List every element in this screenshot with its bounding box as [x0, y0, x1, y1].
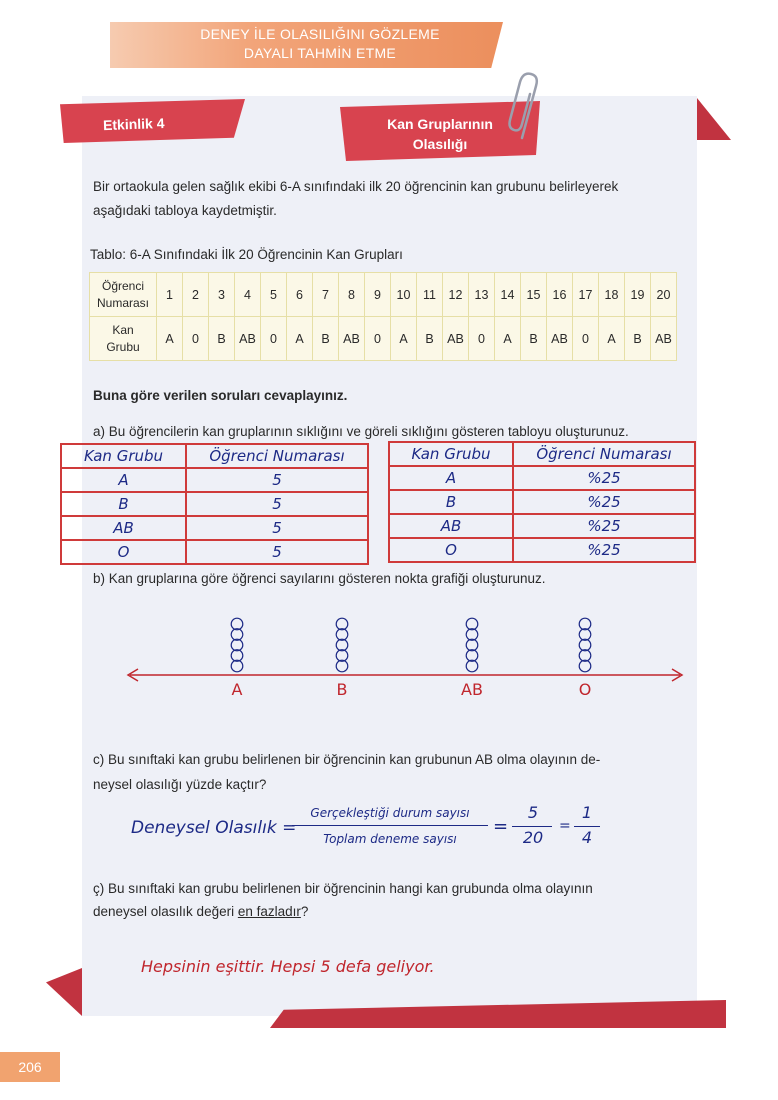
blood-group-cell: A	[495, 317, 521, 361]
dot-ab	[466, 650, 478, 662]
blood-group-cell: AB	[651, 317, 677, 361]
blood-group-cell: 0	[365, 317, 391, 361]
blood-group-cell: AB	[339, 317, 365, 361]
activity-title	[350, 114, 530, 154]
answer-c-denominator: Toplam deneme sayısı	[323, 832, 457, 846]
fraction2-denominator: 4	[581, 828, 593, 847]
row-header-blood-group	[90, 317, 157, 361]
blood-group-cell: B	[209, 317, 235, 361]
answer-cc: Hepsinin eşittir. Hepsi 5 defa geliyor.	[141, 957, 435, 976]
blood-group-cell: AB	[389, 514, 513, 538]
frequency-table	[60, 443, 369, 565]
dot-b	[336, 618, 348, 630]
question-a: a) Bu öğrencilerin kan gruplarının sıklığını ve göreli sıklığını gösteren tabloyu oluşturunuz.	[93, 424, 629, 439]
header-cell: Kan Grubu	[61, 444, 186, 468]
blood-group-cell: B	[61, 492, 186, 516]
dot-ab	[466, 629, 478, 641]
value-cell: 5	[186, 540, 368, 564]
intro-line2: aşağıdaki tabloya kaydetmiştir.	[93, 203, 277, 218]
student-number-cell: 14	[495, 273, 521, 317]
dot-o	[579, 650, 591, 662]
student-number-cell: 18	[599, 273, 625, 317]
table-header-row	[389, 442, 695, 466]
blood-group-cell: 0	[261, 317, 287, 361]
header-title-line2: DAYALI TAHMİN ETME	[243, 45, 397, 61]
instructions: Buna göre verilen soruları cevaplayınız.	[93, 388, 348, 403]
category-label: B	[336, 680, 348, 699]
table-caption: Tablo: 6-A Sınıfındaki İlk 20 Öğrencinin Kan Grupları	[90, 247, 403, 262]
blood-group-cell: B	[313, 317, 339, 361]
category-label: O	[578, 680, 592, 699]
student-number-cell: 6	[287, 273, 313, 317]
blood-group-cell: AB	[547, 317, 573, 361]
equals-sign: =	[559, 818, 571, 834]
row-header-text: Grubu	[106, 339, 140, 354]
table-row	[61, 540, 368, 564]
student-number-cell: 17	[573, 273, 599, 317]
header-cell: Kan Grubu	[389, 442, 513, 466]
student-number-cell: 9	[365, 273, 391, 317]
blood-group-cell: A	[61, 468, 186, 492]
header-cell: Öğrenci Numarası	[186, 444, 368, 468]
student-number-cell: 20	[651, 273, 677, 317]
blood-group-table	[89, 272, 677, 361]
student-number-cell: 5	[261, 273, 287, 317]
value-cell: %25	[513, 466, 695, 490]
table-row	[61, 468, 368, 492]
value-cell: 5	[186, 492, 368, 516]
student-number-cell: 11	[417, 273, 443, 317]
table-row	[389, 466, 695, 490]
student-number-cell: 3	[209, 273, 235, 317]
header-title-line1: DENEY İLE OLASILIĞINI GÖZLEME	[200, 26, 440, 42]
blood-group-cell: O	[61, 540, 186, 564]
dot-ab	[466, 618, 478, 630]
blood-group-cell: AB	[443, 317, 469, 361]
question-cc-text: deneysel olasılık değeri	[93, 904, 238, 919]
blood-group-cell: A	[599, 317, 625, 361]
value-cell: 5	[186, 516, 368, 540]
student-number-row	[90, 273, 677, 317]
fraction-bar	[292, 825, 488, 826]
dot-o	[579, 639, 591, 651]
dot-b	[336, 639, 348, 651]
blood-group-cell: O	[389, 538, 513, 562]
blood-group-cell: B	[625, 317, 651, 361]
dot-b	[336, 650, 348, 662]
question-c-line1: c) Bu sınıftaki kan grubu belirlenen bir öğrencinin kan grubunun AB olma olayının de-	[93, 752, 601, 767]
blood-group-cell: A	[157, 317, 183, 361]
blood-group-cell: B	[389, 490, 513, 514]
student-number-cell: 10	[391, 273, 417, 317]
student-number-cell: 16	[547, 273, 573, 317]
fraction-bar	[574, 826, 600, 827]
row-header-student-number	[90, 273, 157, 317]
student-number-cell: 8	[339, 273, 365, 317]
blood-group-cell: B	[521, 317, 547, 361]
dot-o	[579, 629, 591, 641]
question-cc-line1: ç) Bu sınıftaki kan grubu belirlenen bir öğrencinin hangi kan grubunda olma olayının	[93, 881, 593, 896]
table-row	[389, 514, 695, 538]
value-cell: %25	[513, 538, 695, 562]
relative-frequency-table	[388, 441, 696, 563]
value-cell: %25	[513, 514, 695, 538]
table-row	[389, 538, 695, 562]
row-header-text: Öğrenci	[101, 278, 145, 293]
student-number-cell: 4	[235, 273, 261, 317]
dot-a	[231, 639, 243, 651]
student-number-cell: 13	[469, 273, 495, 317]
category-label: AB	[461, 680, 483, 699]
dot-b	[336, 660, 348, 672]
header-cell: Öğrenci Numarası	[513, 442, 695, 466]
dot-a	[231, 629, 243, 641]
dot-ab	[466, 639, 478, 651]
question-c-line2: neysel olasılığı yüzde kaçtır?	[93, 777, 267, 792]
blood-group-cell: 0	[469, 317, 495, 361]
table-row	[389, 490, 695, 514]
fraction1-denominator: 20	[522, 828, 544, 847]
fraction1-numerator: 5	[527, 803, 539, 822]
dot-o	[579, 618, 591, 630]
blood-group-cell: A	[389, 466, 513, 490]
activity-title-line2: Olasılığı	[412, 136, 468, 152]
intro-line1: Bir ortaokula gelen sağlık ekibi 6-A sınıfındaki ilk 20 öğrencinin kan grubunu belirleyerek	[93, 179, 619, 194]
row-header-text: Kan	[112, 322, 134, 337]
blood-group-cell: AB	[235, 317, 261, 361]
dot-plot	[120, 595, 690, 705]
value-cell: %25	[513, 490, 695, 514]
answer-c-label: Deneysel Olasılık =	[131, 818, 297, 838]
question-cc-emphasis: en fazladır	[237, 904, 301, 919]
blood-group-cell: 0	[573, 317, 599, 361]
student-number-cell: 7	[313, 273, 339, 317]
activity-title-line1: Kan Gruplarının	[387, 116, 493, 132]
answer-c-numerator: Gerçekleştiği durum sayısı	[310, 806, 470, 820]
value-cell: 5	[186, 468, 368, 492]
dot-a	[231, 650, 243, 662]
fraction2-numerator: 1	[581, 803, 593, 822]
equals-sign: =	[493, 816, 509, 837]
student-number-cell: 12	[443, 273, 469, 317]
fraction-bar	[512, 826, 552, 827]
student-number-cell: 2	[183, 273, 209, 317]
paperclip-icon	[508, 72, 548, 144]
dot-ab	[466, 660, 478, 672]
student-number-cell: 15	[521, 273, 547, 317]
corner-decoration	[697, 98, 731, 140]
table-row	[61, 492, 368, 516]
dot-o	[579, 660, 591, 672]
row-header-text: Numarası	[96, 295, 149, 310]
activity-label: Etkinlik 4	[102, 114, 165, 134]
dot-a	[231, 618, 243, 630]
question-cc-text: ?	[300, 904, 309, 919]
blood-group-row	[90, 317, 677, 361]
table-header-row	[61, 444, 368, 468]
dot-b	[336, 629, 348, 641]
blood-group-cell: A	[287, 317, 313, 361]
page-number: 206	[0, 1052, 60, 1082]
blood-group-cell: B	[417, 317, 443, 361]
question-cc-line2	[93, 900, 308, 924]
student-number-cell: 19	[625, 273, 651, 317]
dot-a	[231, 660, 243, 672]
table-row	[61, 516, 368, 540]
blood-group-cell: AB	[61, 516, 186, 540]
blood-group-cell: 0	[183, 317, 209, 361]
question-b: b) Kan gruplarına göre öğrenci sayılarını gösteren nokta grafiği oluşturunuz.	[93, 571, 546, 586]
blood-group-cell: A	[391, 317, 417, 361]
corner-decoration	[46, 968, 82, 1016]
student-number-cell: 1	[157, 273, 183, 317]
category-label: A	[231, 680, 243, 699]
